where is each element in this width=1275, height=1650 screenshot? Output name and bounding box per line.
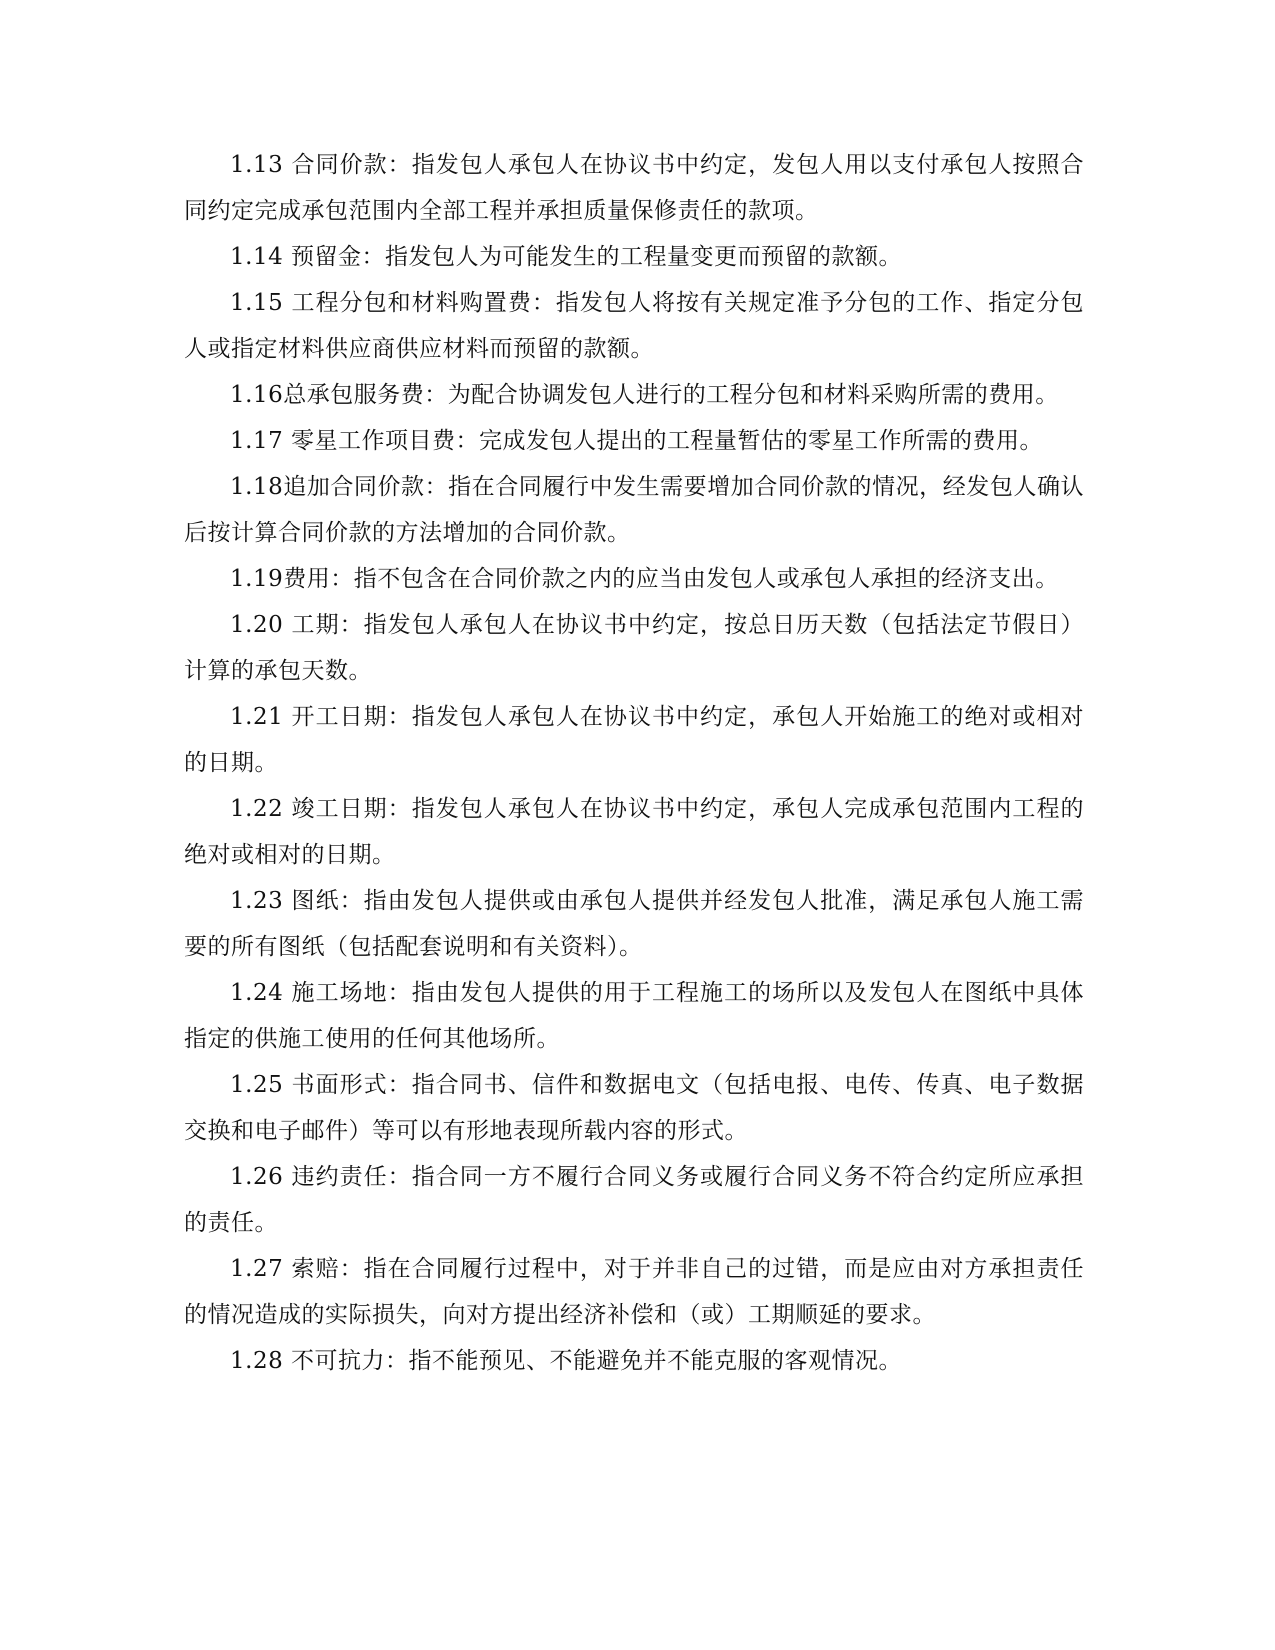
definition-1-17: 1.17 零星工作项目费：完成发包人提出的工程量暂估的零星工作所需的费用。 (230, 428, 1044, 454)
definition-1-20: 1.20 工期：指发包人承包人在协议书中约定，按总日历天数（包括法定节假日）计算的承包天数。 (184, 612, 1084, 684)
definition-1-27: 1.27 索赔：指在合同履行过程中，对于并非自己的过错，而是应由对方承担责任的情况造成的实际损失，向对方提出经济补偿和（或）工期顺延的要求。 (184, 1256, 1084, 1328)
definition-1-21: 1.21 开工日期：指发包人承包人在协议书中约定，承包人开始施工的绝对或相对的日期。 (184, 704, 1084, 776)
definition-1-19: 1.19费用：指不包含在合同价款之内的应当由发包人或承包人承担的经济支出。 (230, 566, 1059, 592)
definition-1-22: 1.22 竣工日期：指发包人承包人在协议书中约定，承包人完成承包范围内工程的绝对或相对的日期。 (184, 796, 1084, 868)
definition-1-18: 1.18追加合同价款：指在合同履行中发生需要增加合同价款的情况，经发包人确认后按计算合同价款的方法增加的合同价款。 (184, 474, 1084, 546)
definition-1-24: 1.24 施工场地：指由发包人提供的用于工程施工的场所以及发包人在图纸中具体指定的供施工使用的任何其他场所。 (184, 980, 1084, 1052)
definition-1-15: 1.15 工程分包和材料购置费：指发包人将按有关规定准予分包的工作、指定分包人或指定材料供应商供应材料而预留的款额。 (184, 290, 1084, 362)
definition-1-23: 1.23 图纸：指由发包人提供或由承包人提供并经发包人批准，满足承包人施工需要的所有图纸（包括配套说明和有关资料）。 (184, 888, 1084, 960)
definition-1-13: 1.13 合同价款：指发包人承包人在协议书中约定，发包人用以支付承包人按照合同约定完成承包范围内全部工程并承担质量保修责任的款项。 (184, 152, 1084, 224)
definition-1-16: 1.16总承包服务费：为配合协调发包人进行的工程分包和材料采购所需的费用。 (230, 382, 1059, 408)
document-body (184, 142, 1084, 1384)
definition-1-25: 1.25 书面形式：指合同书、信件和数据电文（包括电报、电传、传真、电子数据交换和电子邮件）等可以有形地表现所载内容的形式。 (184, 1072, 1084, 1144)
definition-1-26: 1.26 违约责任：指合同一方不履行合同义务或履行合同义务不符合约定所应承担的责任。 (184, 1164, 1084, 1236)
definition-1-28: 1.28 不可抗力：指不能预见、不能避免并不能克服的客观情况。 (230, 1348, 903, 1374)
definition-1-14: 1.14 预留金：指发包人为可能发生的工程量变更而预留的款额。 (230, 244, 903, 270)
